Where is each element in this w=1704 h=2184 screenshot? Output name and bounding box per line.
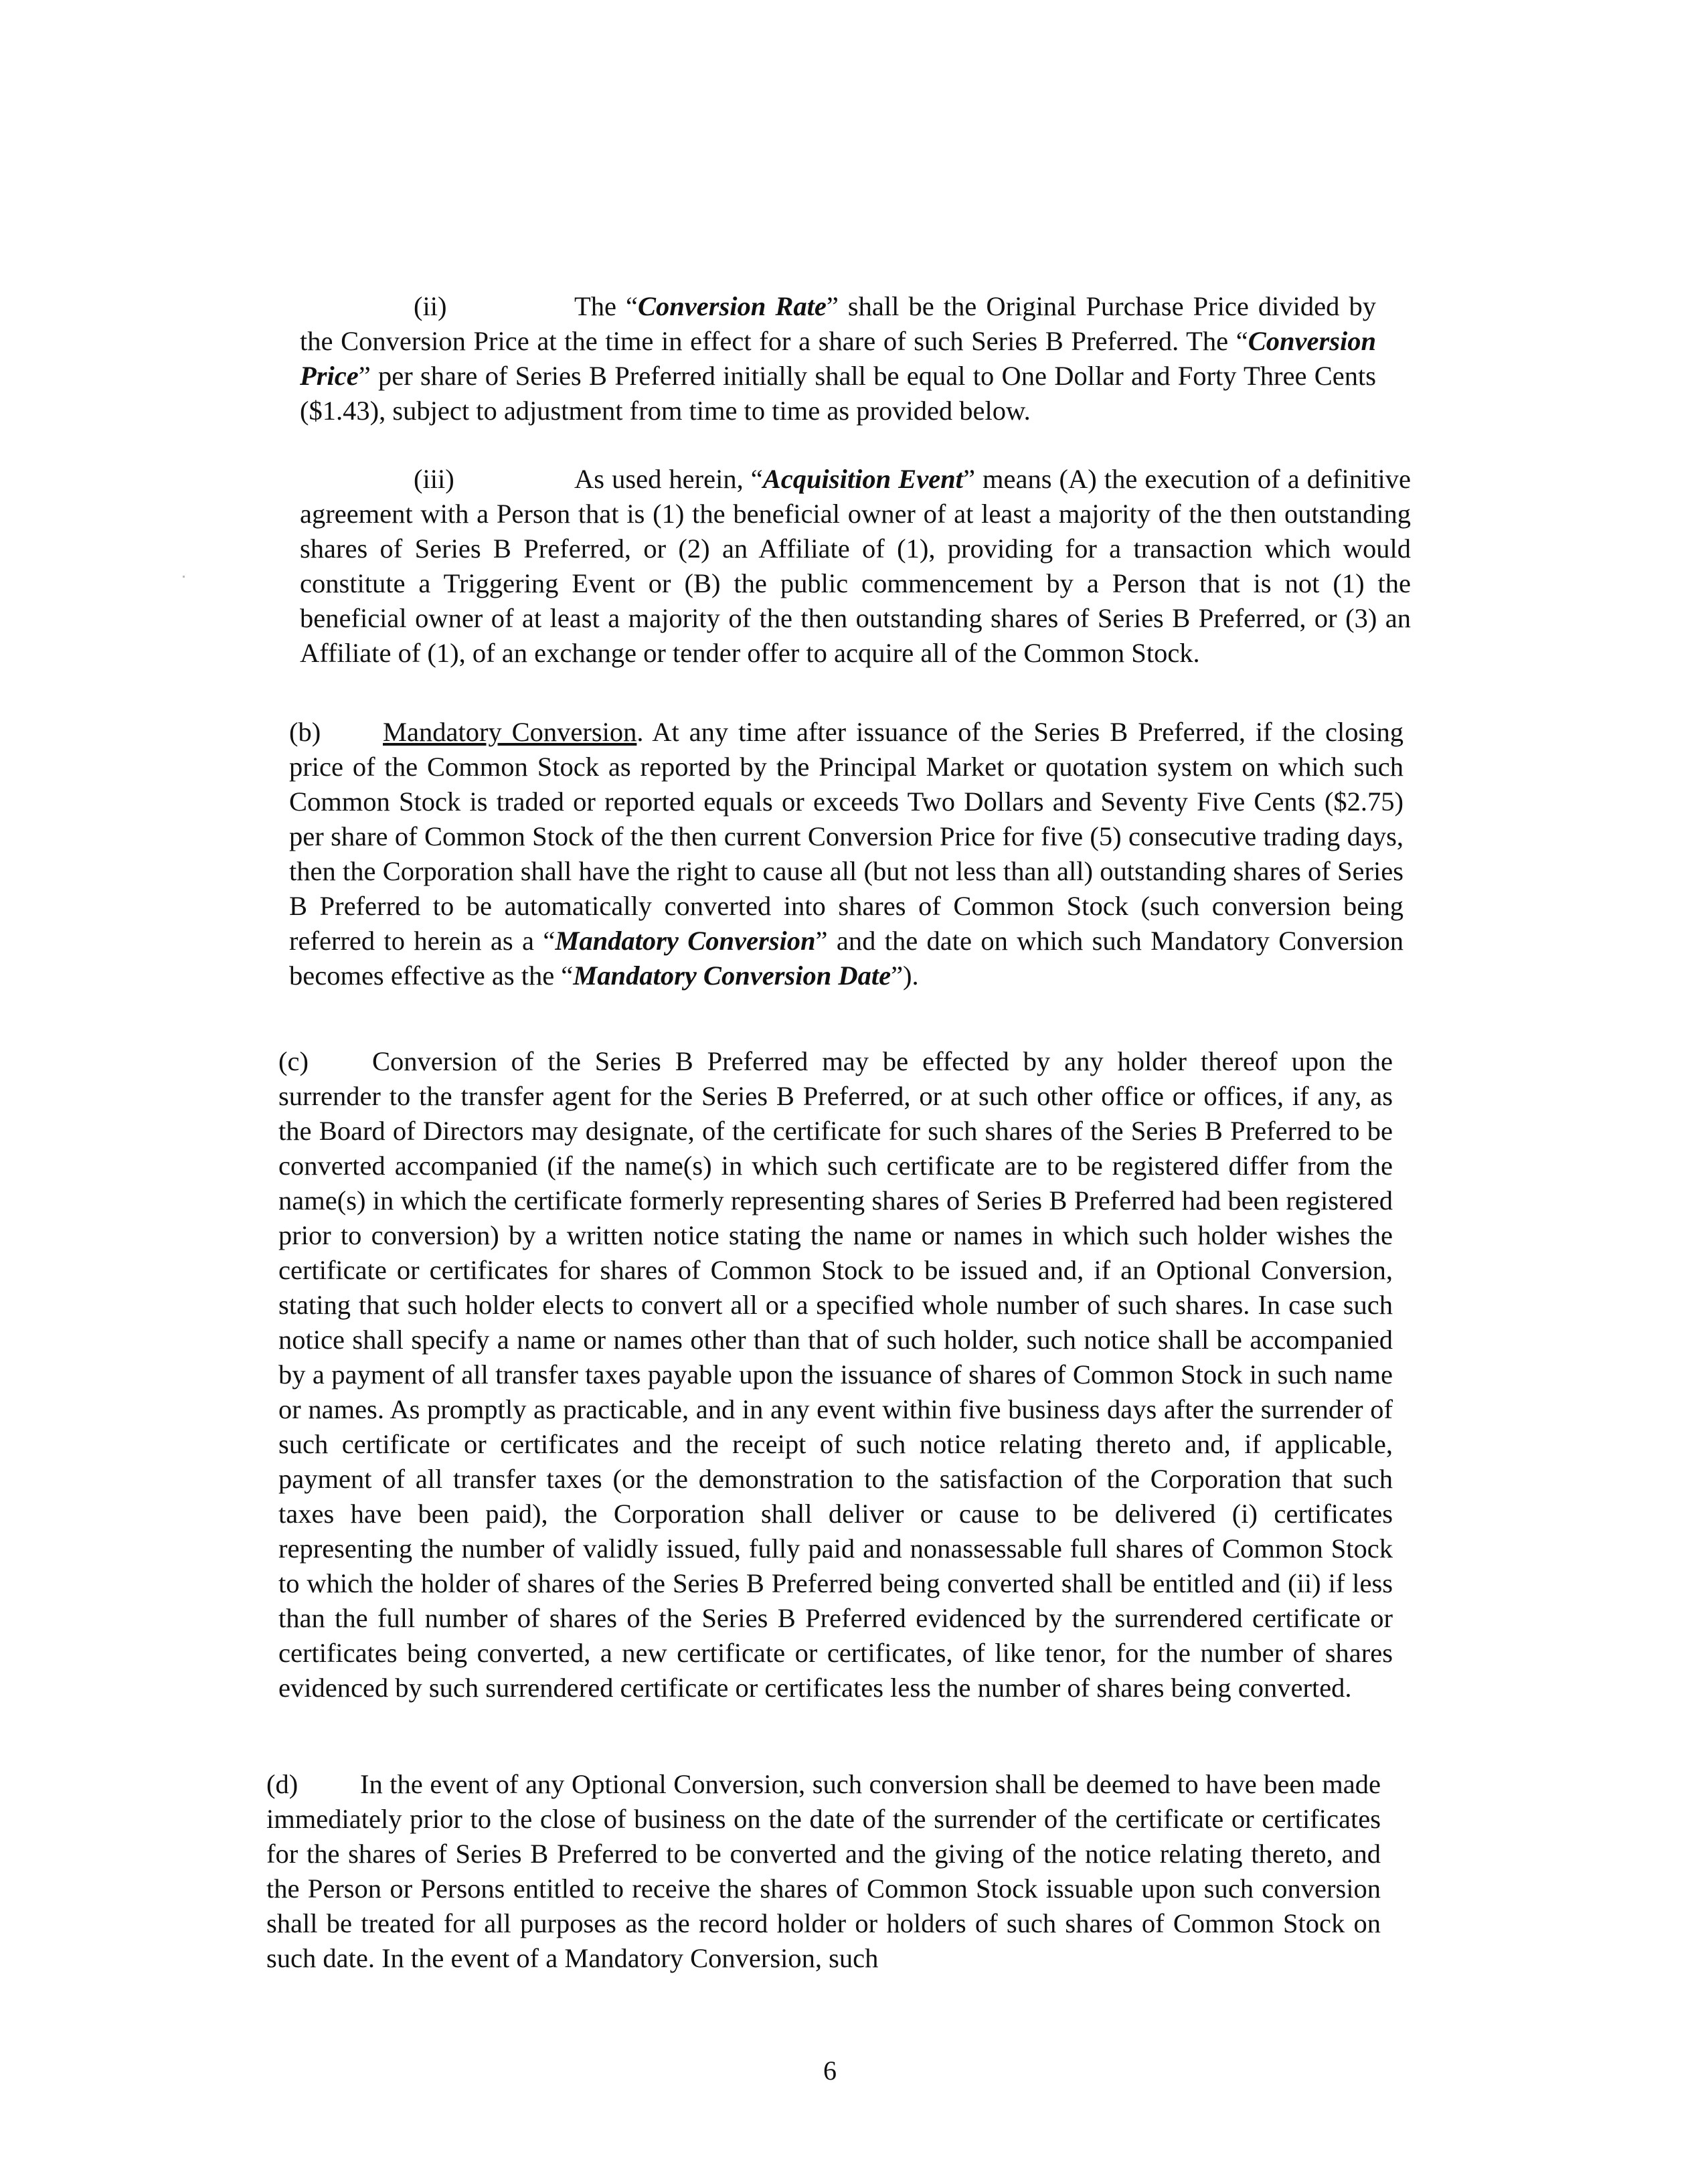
term-mandatory-conversion: Mandatory Conversion — [555, 926, 816, 956]
paragraph-b-text-1: . At any time after issuance of the Series B Preferred, if the closing price of the Common Stock as reported by the Principal Market or quotation system on which such Common Stock is traded or reported equals or exceeds Two Dollars and Seventy Five Cents ($2.75) per share of Common Stock of the then current Conversion Price for five (5) consecutive trading days, then the Corporation shall have the right to cause all (but not less than all) outstanding shares of Series B Preferred to be automatically converted into shares of Common Stock (such conversion being referred to herein as a “ — [289, 717, 1403, 956]
scan-speck — [183, 576, 185, 578]
paragraph-iii-label: (iii) — [414, 464, 454, 494]
term-conversion-rate: Conversion Rate — [638, 291, 827, 321]
term-mandatory-conversion-date: Mandatory Conversion Date — [573, 960, 891, 991]
paragraph-ii — [300, 289, 1376, 428]
paragraph-b — [289, 715, 1403, 993]
paragraph-b-label: (b) — [289, 717, 321, 747]
paragraph-iii-text-1: As used herein, “ — [574, 464, 763, 494]
paragraph-ii-text-1: The “ — [574, 291, 638, 321]
paragraph-b-heading: Mandatory Conversion — [383, 717, 637, 747]
paragraph-d-text: In the event of any Optional Conversion, such conversion shall be deemed to have been made immediately prior to the close of business on the date of the surrender of the certificate or certificates for the shares of Series B Preferred to be converted and the giving of the notice relating thereto, and the Person or Persons entitled to receive the shares of Common Stock issuable upon such conversion shall be treated for all purposes as the record holder or holders of such shares of Common Stock on such date. In the event of a Mandatory Conversion, such — [266, 1769, 1381, 1973]
page-number: 6 — [823, 2055, 837, 2086]
paragraph-c-text: Conversion of the Series B Preferred may be effected by any holder thereof upon the surrender to the transfer agent for the Series B Preferred, or at such other office or offices, if any, as the Board of Directors may designate, of the certificate for such shares of the Series B Preferred to be converted accompanied (if the name(s) in which such certificate are to be registered differ from the name(s) in which the certificate formerly representing shares of Series B Preferred had been registered prior to conversion) by a written notice stating the name or names in which such holder wishes the certificate or certificates for shares of Common Stock to be issued and, if an Optional Conversion, stating that such holder elects to convert all or a specified whole number of such shares. In case such notice shall specify a name or names other than that of such holder, such notice shall be accompanied by a payment of all transfer taxes payable upon the issuance of shares of Common Stock in such name or names. As promptly as practicable, and in any event within five business days after the surrender of such certificate or certificates and the receipt of such notice relating thereto and, if applicable, payment of all transfer taxes (or the demonstration to the satisfaction of the Corporation that such taxes have been paid), the Corporation shall deliver or cause to be delivered (i) certificates representing the number of validly issued, fully paid and nonassessable full shares of Common Stock to which the holder of shares of the Series B Preferred being converted shall be entitled and (ii) if less than the full number of shares of the Series B Preferred evidenced by the surrendered certificate or certificates being converted, a new certificate or certificates, of like tenor, for the number of shares evidenced by such surrendered certificate or certificates less the number of shares being converted. — [278, 1046, 1393, 1703]
paragraph-c — [278, 1044, 1393, 1705]
paragraph-d-label: (d) — [266, 1769, 299, 1799]
paragraph-ii-text-2: ” shall be the Original Purchase Price divided by the Conversion Price at the time in effect for a share of such Series B Preferred. The “ — [300, 291, 1376, 356]
paragraph-iii — [300, 462, 1411, 671]
paragraph-c-label: (c) — [278, 1046, 309, 1076]
paragraph-b-text-3: ”). — [891, 960, 919, 991]
paragraph-iii-text-2: ” means (A) the execution of a definitive agreement with a Person that is (1) the beneficial owner of at least a majority of the then outstanding shares of Series B Preferred, or (2) an Affiliate of (1), providing for a transaction which would constitute a Triggering Event or (B) the public commencement by a Person that is not (1) the beneficial owner of at least a majority of the then outstanding shares of Series B Preferred, or (3) an Affiliate of (1), of an exchange or tender offer to acquire all of the Common Stock. — [300, 464, 1411, 668]
term-acquisition-event: Acquisition Event — [762, 464, 963, 494]
paragraph-b-text-2: ” and the date on which such Mandatory Conversion becomes effective as the “ — [289, 926, 1403, 991]
paragraph-d — [266, 1767, 1381, 1976]
term-conversion-price: Conversion Price — [300, 326, 1376, 391]
paragraph-ii-label: (ii) — [414, 291, 447, 321]
paragraph-ii-text-3: ” per share of Series B Preferred initially shall be equal to One Dollar and Forty Three Cents ($1.43), subject to adjustment from time to time as provided below. — [300, 361, 1376, 426]
